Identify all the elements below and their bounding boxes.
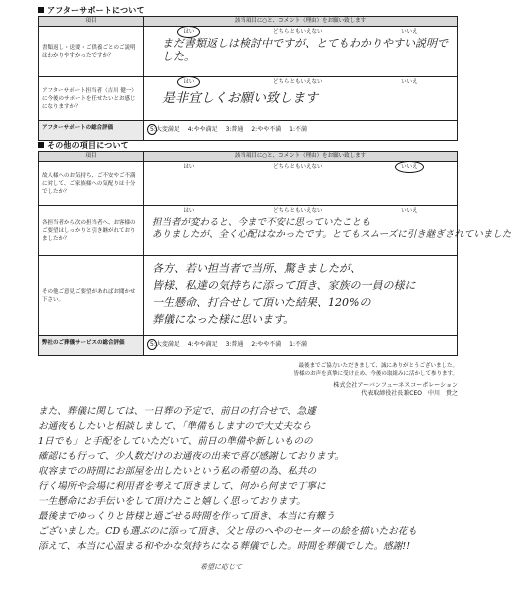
option-neutral[interactable]: どちらともいえない xyxy=(272,79,323,85)
rating-4[interactable]: 4 xyxy=(187,341,192,348)
handwritten-comment xyxy=(144,215,511,241)
option-neutral[interactable]: どちらともいえない xyxy=(272,164,323,170)
comment-line: 葬儀になった様に思います。 xyxy=(152,313,295,326)
rating-1[interactable]: 1 xyxy=(289,341,293,348)
answer-cell xyxy=(144,206,511,256)
letter-line: 行く場所や会場に利用者を考えて頂きまして、何から何まで丁寧に xyxy=(38,481,326,492)
option-no[interactable]: いいえ xyxy=(401,164,418,170)
rating-5[interactable]: 5 xyxy=(150,341,154,348)
answer-column-header: 該当項目に○と、コメント（理由）をお願い致します xyxy=(144,152,458,162)
answer-options xyxy=(144,162,457,171)
option-yes[interactable]: はい xyxy=(183,208,195,214)
ceo-name: 代表取締役社長兼CEO 中川 貴之 xyxy=(361,390,458,397)
question-family-care: 故人様へのお気持ち、ご不安やご不満に対して、ご家族様への気配りは十分でしたか？ xyxy=(39,162,144,206)
closing-line: 皆様のお声を真摯に受け止め、今後の取組みに活かして参ります。 xyxy=(293,371,458,377)
rating-label: 弊社のご葬儀サービスの総合評価 xyxy=(39,336,144,356)
table-row xyxy=(39,77,458,121)
handwritten-comment xyxy=(144,256,457,328)
letter-line: 添えて、本当に心温まる和やかな気持ちになる葬儀でした。時間を葬儀でした。感謝!! xyxy=(38,541,411,552)
company-signature xyxy=(333,382,458,398)
rating-3[interactable]: 3 xyxy=(225,341,230,348)
comment-line: 各方、若い担当者で当所、驚きましたが、 xyxy=(152,262,361,275)
letter-line: 確認にも行って、少人数だけのお通夜の出来で喜び感謝しております。 xyxy=(38,451,345,462)
option-neutral[interactable]: どちらともいえない xyxy=(272,29,323,35)
answer-options xyxy=(144,27,457,36)
letter-line: また、葬儀に関しては、一日葬の予定で、前日の打合せで、急遽 xyxy=(38,406,316,417)
closing-line: 最後までご協力いただきまして、誠にありがとうございました。 xyxy=(298,363,458,369)
letter-line: お通夜もしたいと相談しまして、「準備もしますので大丈夫なら xyxy=(38,421,312,432)
option-yes[interactable]: はい xyxy=(183,29,195,35)
table-row xyxy=(39,256,458,336)
rating-2[interactable]: 2 xyxy=(251,126,256,133)
option-no[interactable]: いいえ xyxy=(401,79,418,85)
handwritten-letter xyxy=(38,404,458,594)
option-no[interactable]: いいえ xyxy=(401,29,418,35)
table-header xyxy=(39,17,458,27)
rating-5-label: :大変満足 xyxy=(153,126,180,133)
option-yes[interactable]: はい xyxy=(183,79,195,85)
closing-message xyxy=(294,362,458,378)
letter-line: 一生懸命にお手伝いをして頂けたこと嬉しく思っております。 xyxy=(38,496,306,507)
letter-line: 1日でも」と手配をしていただいて、前日の準備や新しいものの xyxy=(38,436,313,447)
company-name: 株式会社アーバンフューネスコーポレーション xyxy=(333,382,458,389)
rating-5[interactable]: 5 xyxy=(150,126,154,133)
answer-cell xyxy=(144,77,458,121)
question-staff: アフターサポート担当者（吉川 健一）に今後のサポートを任せたいとお感じになりますか？ xyxy=(39,77,144,121)
rating-4-label: :やや満足 xyxy=(191,126,218,133)
handwritten-comment: 是非宜しくお願い致します xyxy=(162,91,319,106)
question-explanation: 書類返し・送要・ご供養ごとのご説明はわかりやすかったですか？ xyxy=(39,27,144,77)
rating-2-label: :やや不満 xyxy=(255,341,282,348)
letter-line: 最後までゆっくりと皆様と過ごせる時間を作って頂き、本当に有難う xyxy=(38,511,335,522)
option-neutral[interactable]: どちらともいえない xyxy=(272,208,323,214)
rating-4[interactable]: 4 xyxy=(187,126,192,133)
other-items-table xyxy=(38,151,511,356)
answer-cell xyxy=(144,162,458,206)
table-header xyxy=(39,152,458,162)
item-column-header: 項目 xyxy=(39,152,144,162)
handwritten-comment: まだ書類返しは検討中ですが、とてもわかりやすい説明でした。 xyxy=(162,37,448,63)
table-row xyxy=(39,206,458,256)
rating-scale xyxy=(144,336,458,356)
letter-insertion: 希望に応じて xyxy=(200,563,242,571)
option-no[interactable]: いいえ xyxy=(401,208,418,214)
item-column-header: 項目 xyxy=(39,17,144,27)
comment-line: 一生懸命、打合せして頂いた結果、120%の xyxy=(152,296,371,309)
answer-column-header: 該当項目に○と、コメント（理由）をお願い致します xyxy=(144,17,458,27)
answer-cell xyxy=(144,256,458,336)
comment-line: 担当者が変わると、今まで不安に思っていたことも xyxy=(152,217,371,228)
letter-line: 収容までの時間にお部屋を出したいという私の希望の為、私共の xyxy=(38,466,317,477)
rating-1-label: :不満 xyxy=(292,341,307,348)
rating-2[interactable]: 2 xyxy=(251,341,256,348)
rating-label: アフターサポートの総合評価 xyxy=(39,121,144,141)
table-row xyxy=(39,162,458,206)
rating-2-label: :やや不満 xyxy=(255,126,282,133)
option-yes[interactable]: はい xyxy=(183,164,195,170)
section2-heading: その他の項目について xyxy=(38,140,129,151)
square-bullet-icon xyxy=(38,7,44,13)
letter-line: ございました。CDも選ぶのに添って頂き、父と母のへやのセーターの絵を描いたお花も xyxy=(38,526,417,537)
comment-line: ありましたが、全く心配はなかったです。とてもスムーズに引き継ぎされていました xyxy=(152,229,511,240)
question-handover: 各担当者から次の担当者へ、お客様のご要望はしっかりと引き継がれておりましたか？ xyxy=(39,206,144,256)
after-support-table xyxy=(38,16,458,141)
rating-3-label: :普通 xyxy=(229,341,244,348)
rating-4-label: :やや満足 xyxy=(191,341,218,348)
rating-5-label: :大変満足 xyxy=(153,341,180,348)
rating-scale xyxy=(144,121,458,141)
rating-row xyxy=(39,336,458,356)
rating-1[interactable]: 1 xyxy=(289,126,293,133)
table-row xyxy=(39,27,458,77)
square-bullet-icon xyxy=(38,142,44,148)
rating-3[interactable]: 3 xyxy=(225,126,230,133)
rating-3-label: :普通 xyxy=(229,126,244,133)
answer-options xyxy=(144,77,457,86)
rating-row xyxy=(39,121,458,141)
answer-cell xyxy=(144,27,458,77)
comment-line: 皆様、私達の気持ちに添って頂き、家族の一員の様に xyxy=(152,279,416,292)
question-other-opinions: その他ご意見ご要望があればお聞かせ下さい。 xyxy=(39,256,144,336)
rating-1-label: :不満 xyxy=(292,126,307,133)
answer-options xyxy=(144,206,457,215)
section1-heading: アフターサポートについて xyxy=(38,5,145,16)
